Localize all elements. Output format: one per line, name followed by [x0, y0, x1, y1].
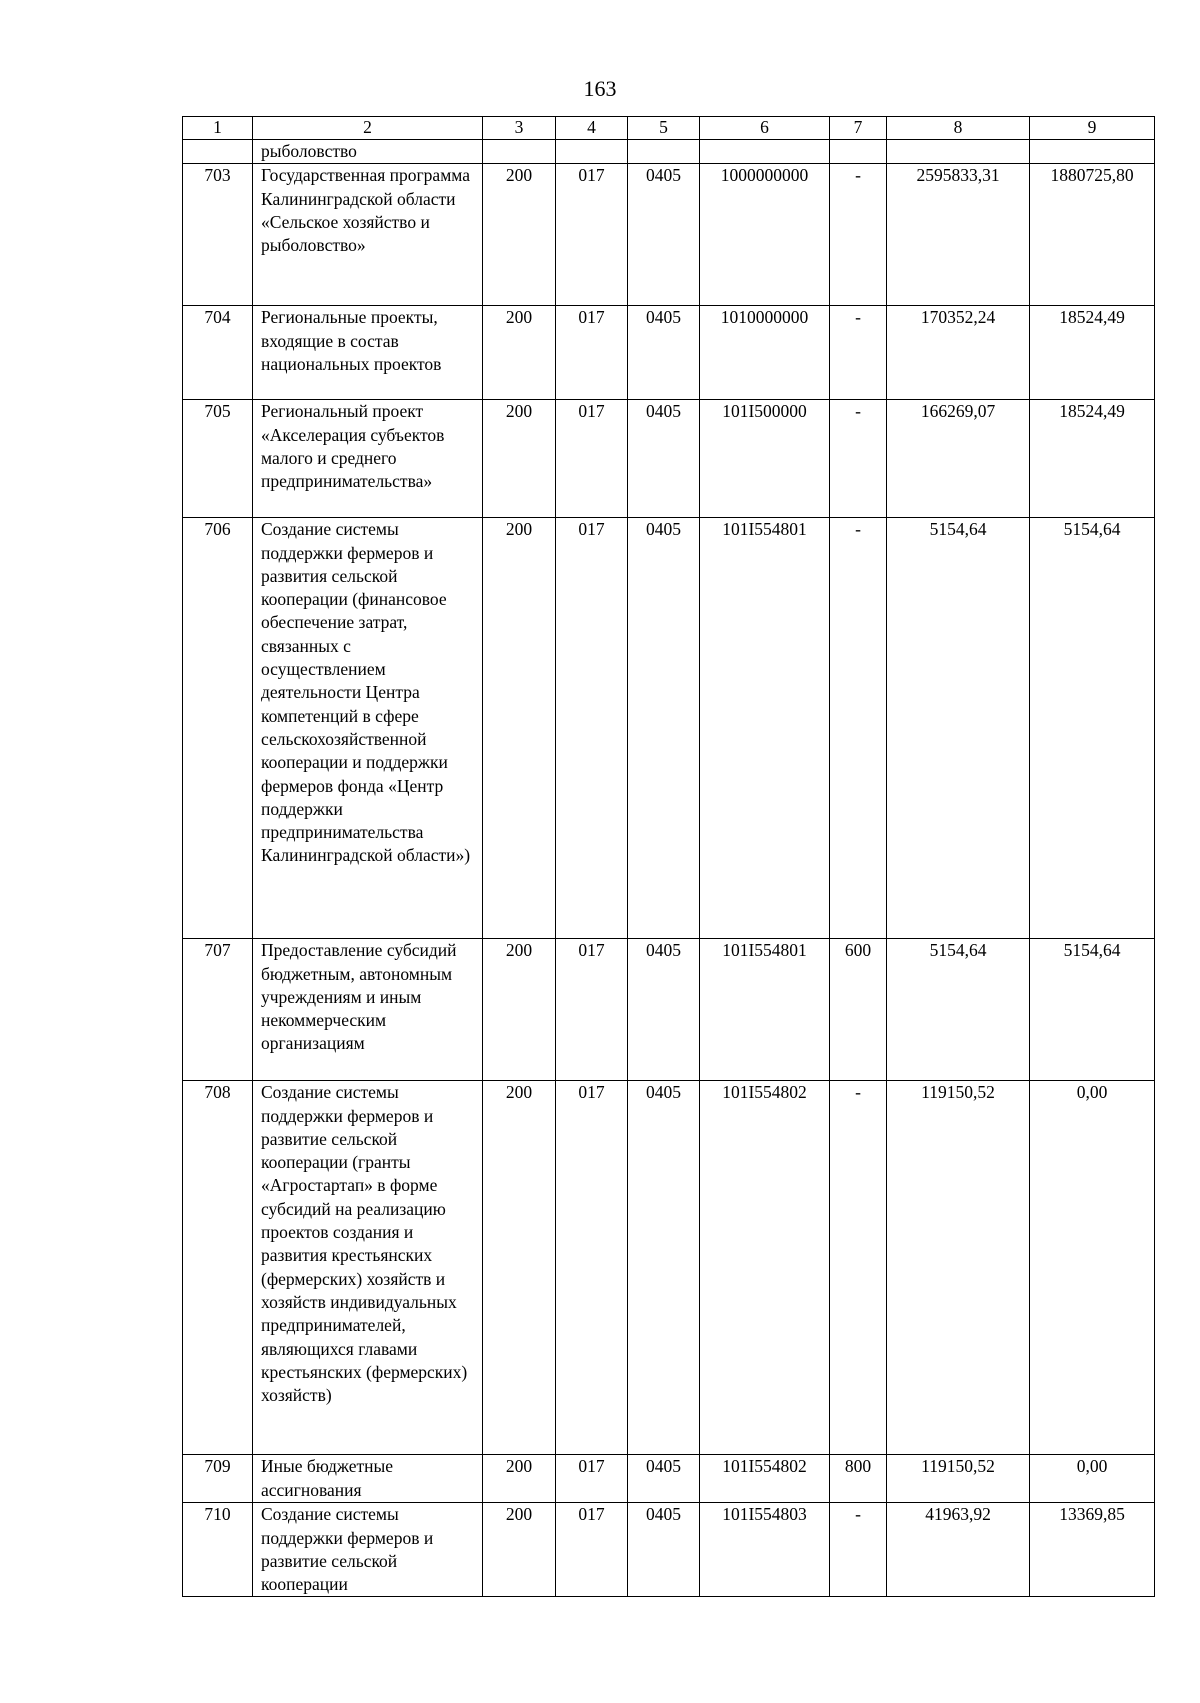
cell-c7: 600 [830, 939, 887, 1081]
cell-c9: 18524,49 [1030, 400, 1155, 518]
cell-c8: 5154,64 [887, 518, 1030, 939]
column-header: 4 [556, 117, 628, 140]
cell-c5: 0405 [628, 518, 700, 939]
row-number: 706 [183, 518, 253, 939]
row-name: Создание системы поддержки фермеров и развитие сельской кооперации (гранты «Агростартап» в форме субсидий на реализацию проектов создания и развития крестьянских (фермерских) хозяйств и хозяйств индивидуальных предпринимателей, являющихся главами крестьянских (фермерских) хозяйств) [253, 1081, 483, 1455]
column-header: 7 [830, 117, 887, 140]
table-row [183, 518, 1155, 939]
column-header: 9 [1030, 117, 1155, 140]
row-number: 708 [183, 1081, 253, 1455]
cell-c6: 101I554803 [700, 1503, 830, 1597]
cell-c6: 101I554802 [700, 1081, 830, 1455]
cell-c9 [1030, 140, 1155, 164]
table-row [183, 400, 1155, 518]
row-name: Создание системы поддержки фермеров и развитие сельской кооперации [253, 1503, 483, 1597]
row-name: Государственная программа Калининградской области «Сельское хозяйство и рыболовство» [253, 164, 483, 306]
cell-c6: 1010000000 [700, 306, 830, 400]
cell-c3: 200 [483, 1503, 556, 1597]
cell-c5 [628, 140, 700, 164]
row-name: Иные бюджетные ассигнования [253, 1455, 483, 1503]
row-name: Создание системы поддержки фермеров и развития сельской кооперации (финансовое обеспечение затрат, связанных с осуществлением деятельности Центра компетенций в сфере сельскохозяйственной кооперации и поддержки фермеров фонда «Центр поддержки предпринимательства Калининградской области») [253, 518, 483, 939]
cell-c8 [887, 140, 1030, 164]
row-number: 705 [183, 400, 253, 518]
column-header: 3 [483, 117, 556, 140]
cell-c4: 017 [556, 400, 628, 518]
cell-c8: 5154,64 [887, 939, 1030, 1081]
cell-c5: 0405 [628, 1503, 700, 1597]
column-header: 5 [628, 117, 700, 140]
cell-c6: 101I554801 [700, 518, 830, 939]
table-header-row [183, 117, 1155, 140]
column-header: 6 [700, 117, 830, 140]
cell-c9: 0,00 [1030, 1081, 1155, 1455]
cell-c5: 0405 [628, 939, 700, 1081]
cell-c6: 1000000000 [700, 164, 830, 306]
row-number: 709 [183, 1455, 253, 1503]
cell-c3 [483, 140, 556, 164]
cell-c4: 017 [556, 939, 628, 1081]
cell-c9: 18524,49 [1030, 306, 1155, 400]
table-row [183, 1503, 1155, 1597]
cell-c7: - [830, 518, 887, 939]
cell-c8: 170352,24 [887, 306, 1030, 400]
column-header: 8 [887, 117, 1030, 140]
cell-c7: - [830, 400, 887, 518]
page-number: 163 [583, 76, 617, 101]
cell-c4 [556, 140, 628, 164]
cell-c3: 200 [483, 518, 556, 939]
cell-c9: 0,00 [1030, 1455, 1155, 1503]
cell-c4: 017 [556, 1081, 628, 1455]
cell-c5: 0405 [628, 1081, 700, 1455]
cell-c3: 200 [483, 1455, 556, 1503]
cell-c9: 1880725,80 [1030, 164, 1155, 306]
cell-c5: 0405 [628, 400, 700, 518]
cell-c8: 41963,92 [887, 1503, 1030, 1597]
row-name: Предоставление субсидий бюджетным, автономным учреждениям и иным некоммерческим организациям [253, 939, 483, 1081]
cell-c7: - [830, 164, 887, 306]
row-name: Региональные проекты, входящие в состав национальных проектов [253, 306, 483, 400]
cell-c3: 200 [483, 164, 556, 306]
table-row [183, 939, 1155, 1081]
cell-c5: 0405 [628, 306, 700, 400]
budget-table [182, 116, 1155, 1597]
cell-c9: 5154,64 [1030, 518, 1155, 939]
cell-c3: 200 [483, 1081, 556, 1455]
table-row [183, 1455, 1155, 1503]
cell-c7: - [830, 306, 887, 400]
row-name: Региональный проект «Акселерация субъектов малого и среднего предпринимательства» [253, 400, 483, 518]
row-number [183, 140, 253, 164]
cell-c6: 101I554802 [700, 1455, 830, 1503]
table-row [183, 306, 1155, 400]
column-header: 1 [183, 117, 253, 140]
cell-c7: - [830, 1081, 887, 1455]
cell-c4: 017 [556, 1503, 628, 1597]
row-number: 704 [183, 306, 253, 400]
cell-c7: - [830, 1503, 887, 1597]
row-number: 710 [183, 1503, 253, 1597]
cell-c6: 101I554801 [700, 939, 830, 1081]
cell-c8: 119150,52 [887, 1455, 1030, 1503]
cell-c8: 2595833,31 [887, 164, 1030, 306]
cell-c8: 119150,52 [887, 1081, 1030, 1455]
cell-c5: 0405 [628, 164, 700, 306]
cell-c9: 5154,64 [1030, 939, 1155, 1081]
cell-c3: 200 [483, 939, 556, 1081]
cell-c5: 0405 [628, 1455, 700, 1503]
cell-c8: 166269,07 [887, 400, 1030, 518]
cell-c7: 800 [830, 1455, 887, 1503]
row-number: 707 [183, 939, 253, 1081]
cell-c3: 200 [483, 400, 556, 518]
cell-c9: 13369,85 [1030, 1503, 1155, 1597]
cell-c4: 017 [556, 164, 628, 306]
cell-c3: 200 [483, 306, 556, 400]
cell-c4: 017 [556, 1455, 628, 1503]
table-row [183, 1081, 1155, 1455]
cell-c4: 017 [556, 518, 628, 939]
cell-c6 [700, 140, 830, 164]
cell-c6: 101I500000 [700, 400, 830, 518]
cell-c4: 017 [556, 306, 628, 400]
table-row [183, 164, 1155, 306]
cell-c7 [830, 140, 887, 164]
column-header: 2 [253, 117, 483, 140]
table-row [183, 140, 1155, 164]
row-name: рыболовство [253, 140, 483, 164]
row-number: 703 [183, 164, 253, 306]
